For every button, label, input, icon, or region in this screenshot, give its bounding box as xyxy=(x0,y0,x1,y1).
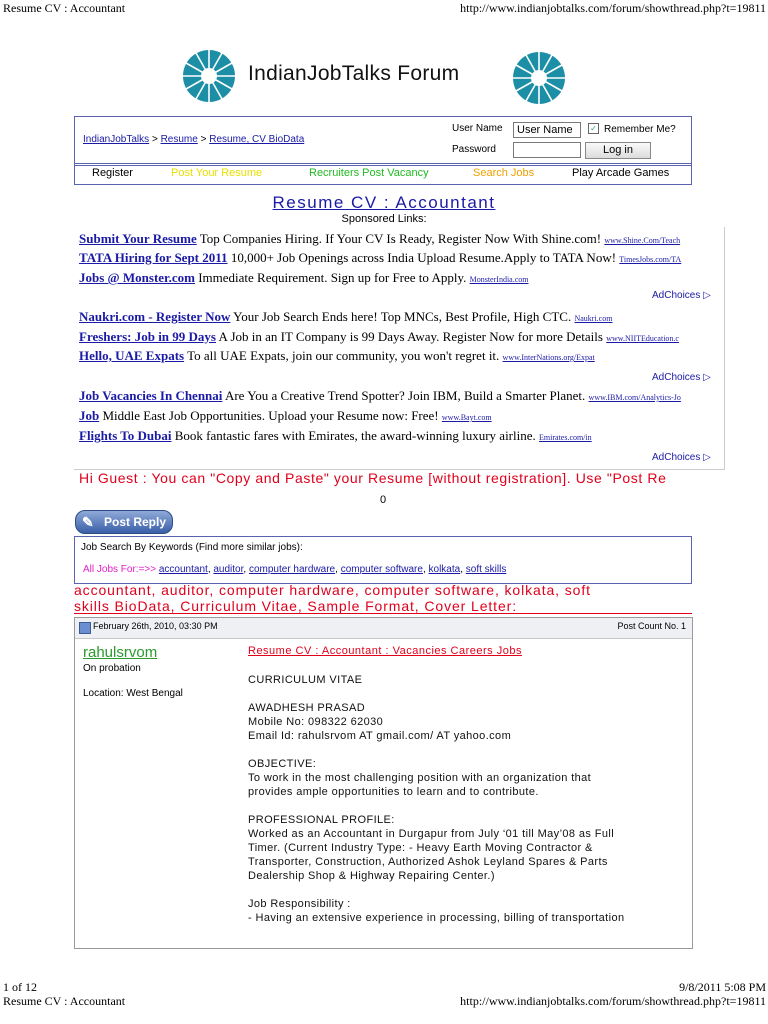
globe-logo-left-icon xyxy=(176,48,242,108)
username-label: User Name xyxy=(452,123,503,134)
post-body-line: Mobile No: 098322 62030 xyxy=(248,716,384,728)
keyword-computer-hardware[interactable]: computer hardware xyxy=(248,564,336,575)
adchoices-icon: ▷ xyxy=(700,290,711,301)
ad-text: Immediate Requirement. Sign up for Free to Apply. xyxy=(194,270,470,285)
ad-text: Are You a Creative Trend Spotter? Join IBM, Build a Smarter Planet. xyxy=(222,388,589,403)
post-body-line: AWADHESH PRASAD xyxy=(248,702,366,714)
adchoices-icon: ▷ xyxy=(700,452,711,463)
remember-me-checkbox[interactable]: ✓ xyxy=(588,123,599,134)
adchoices-link[interactable]: AdChoices ▷ xyxy=(652,290,711,301)
footer-page-title: Resume CV : Accountant xyxy=(3,994,126,1008)
breadcrumb xyxy=(83,134,304,145)
ad-text: 10,000+ Job Openings across India Upload Resume.Apply to TATA Now! xyxy=(227,250,620,265)
post-header xyxy=(75,618,692,639)
post-icon xyxy=(79,622,91,634)
breadcrumb-item-home[interactable]: IndianJobTalks xyxy=(83,134,150,145)
password-input[interactable] xyxy=(513,142,581,158)
adchoices-link[interactable]: AdChoices ▷ xyxy=(652,452,711,463)
ad-item[interactable] xyxy=(79,408,719,424)
breadcrumb-separator: > xyxy=(151,134,158,145)
user-location: Location: West Bengal xyxy=(83,688,183,699)
page-count: 1 of 12 xyxy=(3,980,37,994)
tags-title: accountant, auditor, computer hardware, computer software, kolkata, soft skills BioData, Curriculum Vitae, Sample Format, Cover Letter: xyxy=(74,582,591,614)
ad-url[interactable]: www.NIITEducation.c xyxy=(606,334,679,343)
ad-url[interactable]: www.Bayt.com xyxy=(441,413,492,422)
breadcrumb-item-resume[interactable]: Resume xyxy=(160,134,198,145)
ad-url[interactable]: www.IBM.com/Analytics-Jo xyxy=(588,393,681,402)
ad-text: Your Job Search Ends here! Top MNCs, Best Profile, High CTC. xyxy=(230,309,575,324)
breadcrumb-item-biodata[interactable]: Resume, CV BioData xyxy=(209,134,305,145)
keyword-prefix: All Jobs For:=>> xyxy=(83,564,159,575)
post-body-line: Dealership Shop & Highway Repairing Center.) xyxy=(248,870,495,882)
keyword-kolkata[interactable]: kolkata xyxy=(428,564,461,575)
post-body xyxy=(248,673,688,925)
nav-arcade-games[interactable]: Play Arcade Games xyxy=(572,167,670,179)
counter-text: 0 xyxy=(380,494,387,506)
post-username[interactable]: rahulsrvom xyxy=(83,644,158,661)
post-body-line xyxy=(248,743,688,757)
nav-register[interactable]: Register xyxy=(92,167,133,179)
keyword-accountant[interactable]: accountant xyxy=(158,564,208,575)
pencil-icon: ✎ xyxy=(82,514,94,530)
keyword-list: All Jobs For:=>> accountant, auditor, computer hardware, computer software, kolkata, soft skills xyxy=(83,564,507,575)
post-body-line: Worked as an Accountant in Durgapur from July ‘01 till May’08 as Full xyxy=(248,828,615,840)
footer-url: http://www.indianjobtalks.com/forum/showthread.php?t=19811 xyxy=(460,994,766,1008)
login-button[interactable]: Log in xyxy=(585,142,651,159)
post-body-line xyxy=(248,883,688,897)
post-body-line: Timer. (Current Industry Type: - Heavy Earth Moving Contractor & xyxy=(248,842,593,854)
ad-item[interactable] xyxy=(79,250,719,266)
remember-me-label: Remember Me? xyxy=(604,124,676,135)
ad-item[interactable] xyxy=(79,329,719,345)
print-datetime: 9/8/2011 5:08 PM xyxy=(679,980,766,994)
page-heading: Resume CV : Accountant xyxy=(272,193,496,212)
post-body-line: CURRICULUM VITAE xyxy=(248,674,363,686)
ad-url[interactable]: MonsterIndia.com xyxy=(469,275,529,284)
post-body-line xyxy=(248,687,688,701)
ad-title[interactable]: Freshers: Job in 99 Days xyxy=(79,329,216,344)
password-label: Password xyxy=(452,144,496,155)
post-body-line: Job Responsibility : xyxy=(248,898,351,910)
ad-item[interactable] xyxy=(79,388,719,404)
username-input[interactable] xyxy=(513,122,581,138)
post-body-line: Email Id: rahulsrvom AT gmail.com/ AT yahoo.com xyxy=(248,730,512,742)
post-body-line: PROFESSIONAL PROFILE: xyxy=(248,814,395,826)
post-subject[interactable]: Resume CV : Accountant : Vacancies Careers Jobs xyxy=(248,645,522,657)
ad-title[interactable]: TATA Hiring for Sept 2011 xyxy=(79,250,228,265)
ad-title[interactable]: Jobs @ Monster.com xyxy=(79,270,195,285)
keyword-heading: Job Search By Keywords (Find more similar jobs): xyxy=(81,542,303,553)
ad-title[interactable]: Flights To Dubai xyxy=(79,428,172,443)
ad-text: A Job in an IT Company is 99 Days Away. Register Now for more Details xyxy=(215,329,607,344)
ad-text: To all UAE Expats, join our community, you won't regret it. xyxy=(184,348,503,363)
ad-title[interactable]: Submit Your Resume xyxy=(79,231,197,246)
browser-url: http://www.indianjobtalks.com/forum/showthread.php?t=19811 xyxy=(460,1,766,15)
ad-url[interactable]: www.InterNations.org/Expat xyxy=(502,353,595,362)
guest-notice: Hi Guest : You can "Copy and Paste" your Resume [without registration]. Use "Post Re xyxy=(79,470,667,486)
ad-url[interactable]: www.Shine.Com/Teach xyxy=(604,236,681,245)
keyword-computer-software[interactable]: computer software xyxy=(340,564,423,575)
ad-title[interactable]: Naukri.com - Register Now xyxy=(79,309,231,324)
ad-url[interactable]: TimesJobs.com/TA xyxy=(619,255,682,264)
ad-title[interactable]: Job Vacancies In Chennai xyxy=(79,388,223,403)
post-body-line xyxy=(248,799,688,813)
post-body-line: Transporter, Construction, Authorized Ashok Leyland Spares & Parts xyxy=(248,856,608,868)
post-date: February 26th, 2010, 03:30 PM xyxy=(93,621,218,631)
keyword-search-box xyxy=(74,536,692,584)
breadcrumb-login-bar xyxy=(74,116,692,166)
post-reply-button[interactable]: ✎ Post Reply xyxy=(75,510,173,534)
ad-item[interactable] xyxy=(79,428,719,444)
adchoices-link[interactable]: AdChoices ▷ xyxy=(652,372,711,383)
post-count[interactable]: Post Count No. 1 xyxy=(617,621,686,631)
ad-item[interactable] xyxy=(79,231,719,247)
forum-logo-title: IndianJobTalks Forum xyxy=(248,62,460,85)
ad-item[interactable] xyxy=(79,309,719,325)
ad-text: Book fantastic fares with Emirates, the award-winning luxury airline. xyxy=(171,428,540,443)
post-body-line: To work in the most challenging position with an organization that xyxy=(248,772,592,784)
ad-text: Top Companies Hiring. If Your CV Is Ready, Register Now With Shine.com! xyxy=(196,231,605,246)
nav-post-resume[interactable]: Post Your Resume xyxy=(171,167,263,179)
nav-bar xyxy=(74,163,692,185)
post-body-line: OBJECTIVE: xyxy=(248,758,317,770)
nav-search-jobs[interactable]: Search Jobs xyxy=(473,167,535,179)
breadcrumb-separator: > xyxy=(200,134,207,145)
post-body-line: - Having an extensive experience in processing, billing of transportation xyxy=(248,912,625,924)
ad-url[interactable]: Naukri.com xyxy=(574,314,613,323)
keyword-soft-skills[interactable]: soft skills xyxy=(465,564,507,575)
forum-post xyxy=(74,617,693,949)
nav-recruiters-post-vacancy[interactable]: Recruiters Post Vacancy xyxy=(309,167,429,179)
browser-page-title: Resume CV : Accountant xyxy=(3,1,126,15)
ad-item[interactable] xyxy=(79,348,719,364)
adchoices-icon: ▷ xyxy=(700,372,711,383)
ad-text: Middle East Job Opportunities. Upload your Resume now: Free! xyxy=(99,408,442,423)
sponsored-label: Sponsored Links: xyxy=(341,213,427,225)
ad-item[interactable] xyxy=(79,270,719,286)
post-body-line: provides ample opportunities to learn and to contribute. xyxy=(248,786,539,798)
ad-url[interactable]: Emirates.com/in xyxy=(539,433,592,442)
globe-logo-right-icon xyxy=(506,50,572,110)
ad-title[interactable]: Job xyxy=(79,408,100,423)
keyword-auditor[interactable]: auditor xyxy=(213,564,244,575)
user-title: On probation xyxy=(83,663,141,674)
ad-title[interactable]: Hello, UAE Expats xyxy=(79,348,185,363)
title-divider xyxy=(74,613,692,614)
